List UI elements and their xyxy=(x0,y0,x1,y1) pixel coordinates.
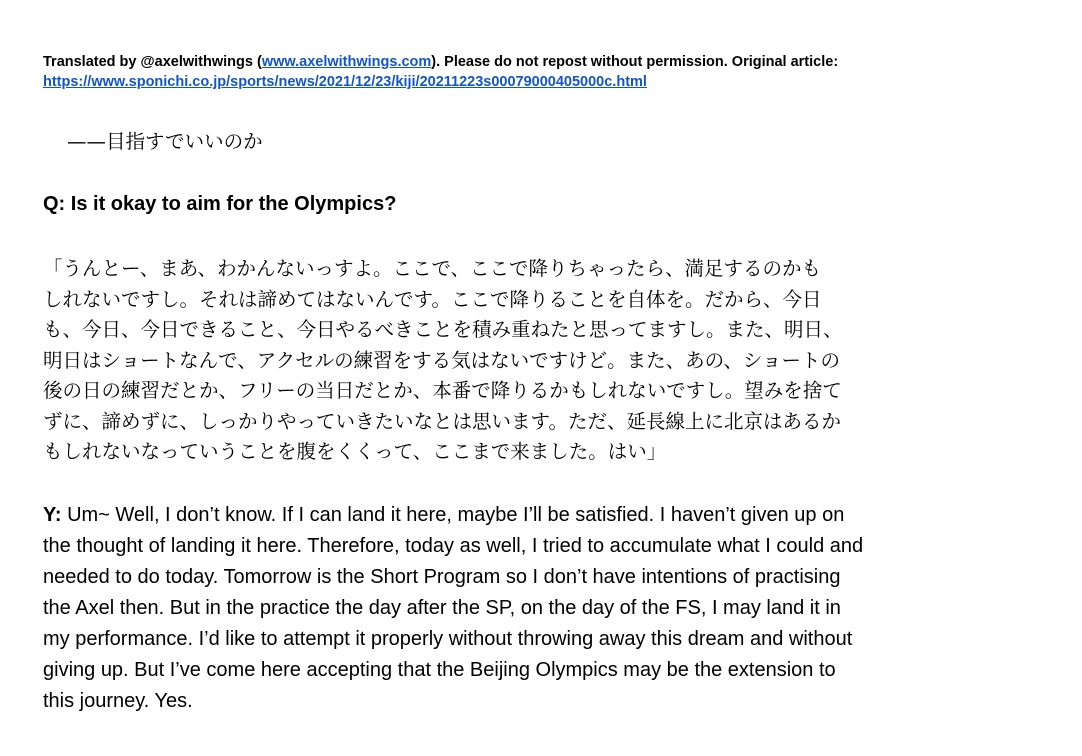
japanese-answer-line: ずに、諦めずに、しっかりやっていきたいなとは思います。ただ、延長線上に北京はあるか xyxy=(43,409,841,433)
english-answer-first-line xyxy=(43,500,1043,531)
english-answer xyxy=(43,500,1043,717)
japanese-answer-line: しれないですし。それは諦めてはないんです。ここで降りることを自体を。だから、今日 xyxy=(43,287,822,311)
english-answer-line: needed to do today. Tomorrow is the Short Program so I don’t have intentions of practising xyxy=(43,566,841,588)
translation-credit-header xyxy=(43,52,1043,92)
credit-prefix: Translated by @axelwithwings ( xyxy=(43,54,262,70)
speaker-label: Y: xyxy=(43,504,62,526)
japanese-answer-line: 明日はショートなんで、アクセルの練習をする気はないですけど。また、あの、ショートの xyxy=(43,348,840,372)
japanese-answer-line: 後の日の練習だとか、フリーの当日だとか、本番で降りるかもしれないですし。望みを捨て xyxy=(43,379,842,402)
english-answer-line: the thought of landing it here. Therefore, today as well, I tried to accumulate what I could and xyxy=(43,535,864,557)
axelwithwings-site-link[interactable]: www.axelwithwings.com xyxy=(261,54,432,70)
credit-suffix: ). Please do not repost without permission. Original article: xyxy=(431,54,839,70)
english-answer-text: Um~ Well, I don’t know. If I can land it here, maybe I’ll be satisfied. I haven’t given up on xyxy=(61,504,845,526)
japanese-question: ——目指すでいいのか xyxy=(67,130,263,153)
english-answer-line: giving up. But I’ve come here accepting that the Beijing Olympics may be the extension to xyxy=(43,659,836,681)
english-answer-line: the Axel then. But in the practice the day after the SP, on the day of the FS, I may land it in xyxy=(43,597,841,619)
japanese-answer xyxy=(43,254,1043,468)
english-answer-line: my performance. I’d like to attempt it properly without throwing away this dream and without xyxy=(43,628,853,650)
english-answer-line: this journey. Yes. xyxy=(43,690,193,712)
english-question: Q: Is it okay to aim for the Olympics? xyxy=(43,193,397,215)
original-article-link[interactable]: https://www.sponichi.co.jp/sports/news/2021/12/23/kiji/20211223s00079000405000c.html xyxy=(43,74,647,90)
japanese-answer-line: も、今日、今日できること、今日やるべきことを積み重ねたと思ってますし。また、明日、 xyxy=(43,318,843,341)
japanese-answer-line: もしれないなっていうことを腹をくくって、ここまで来ました。はい」 xyxy=(43,440,667,463)
japanese-answer-line: 「うんとー、まあ、わかんないっすよ。ここで、ここで降りちゃったら、満足するのかも xyxy=(43,257,822,280)
